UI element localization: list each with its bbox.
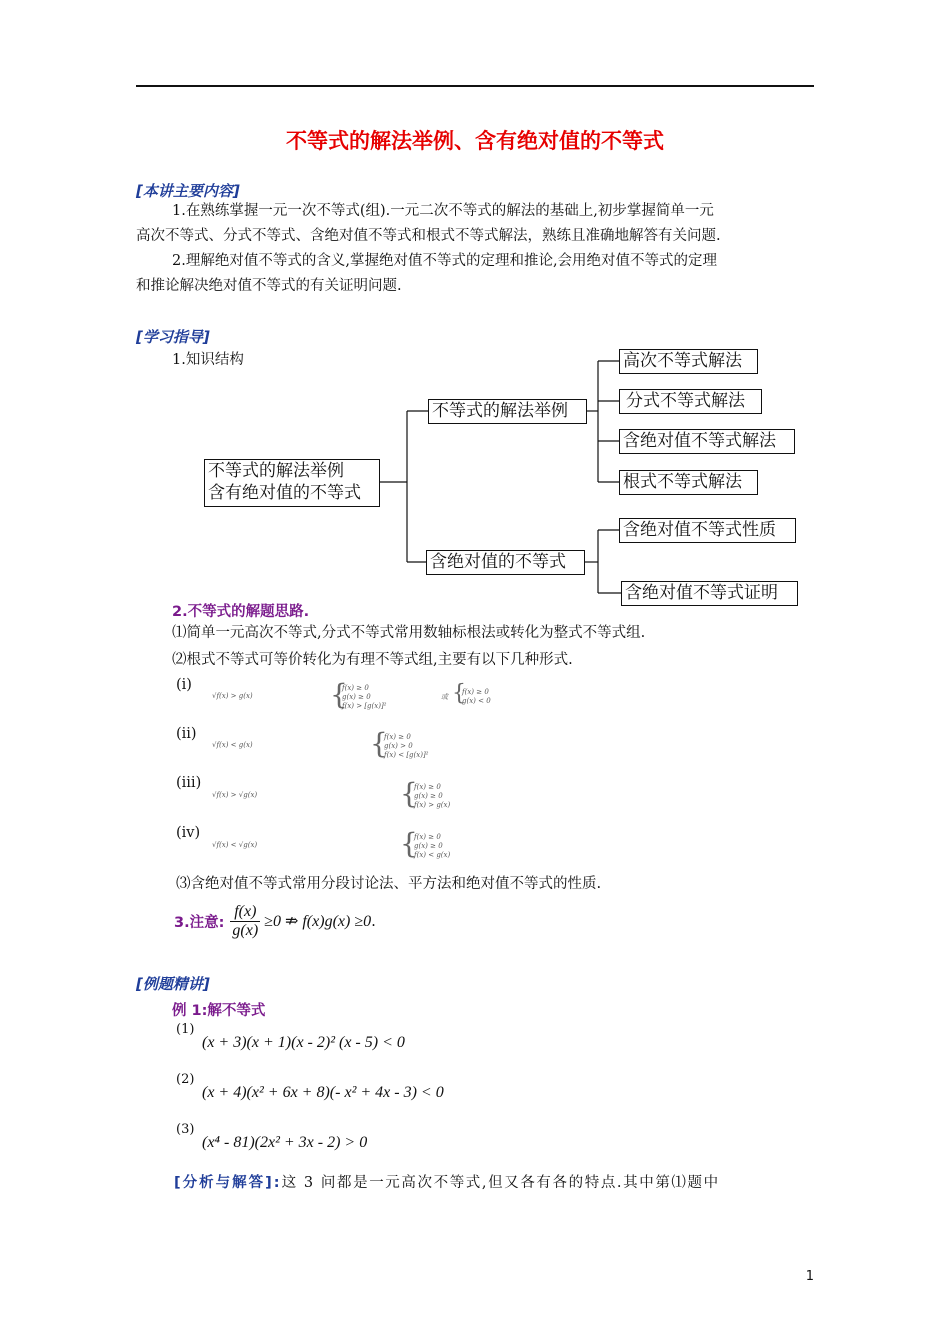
example-1-part-3-label: (3) bbox=[176, 1122, 195, 1137]
example-1-part-2-expr: (x + 4)(x² + 6x + 8)(- x² + 4x - 3) < 0 bbox=[202, 1084, 444, 1101]
tree-leaf-abs-properties: 含绝对值不等式性质 bbox=[619, 518, 796, 543]
form-1-brace: { bbox=[330, 678, 348, 711]
example-1-part-1-expr: (x + 3)(x + 1)(x - 2)² (x - 5) < 0 bbox=[202, 1034, 405, 1051]
section-guide-heading: [学习指导] bbox=[136, 328, 210, 346]
analysis-label: [分析与解答]: bbox=[174, 1175, 282, 1191]
tree-root-box bbox=[204, 459, 380, 507]
content-p1-line2: 高次不等式、分式不等式、含绝对值不等式和根式不等式解法，熟练且准确地解答有关问题. bbox=[136, 228, 721, 244]
tree-leaf-fractional: 分式不等式解法 bbox=[619, 389, 762, 414]
example-1-part-2-label: (2) bbox=[176, 1072, 195, 1087]
note-end: . bbox=[371, 912, 376, 930]
form-3-system bbox=[414, 783, 450, 810]
example-1-part-1-label: (1) bbox=[176, 1022, 195, 1037]
form-1-cond-2: g(x) ≥ 0 bbox=[342, 693, 371, 701]
section-content-heading: [本讲主要内容] bbox=[136, 182, 240, 200]
guide-2-point-3: ⑶含绝对值不等式常用分段讨论法、平方法和绝对值不等式的性质. bbox=[176, 876, 602, 892]
section-examples-heading: [例题精讲] bbox=[136, 975, 210, 993]
content-p2-line2: 和推论解决绝对值不等式的有关证明问题. bbox=[136, 278, 402, 294]
form-4-cond-2: g(x) ≥ 0 bbox=[414, 842, 443, 850]
form-1-cond-3: f(x) > [g(x)]² bbox=[342, 702, 387, 710]
tree-root-line1: 不等式的解法举例 bbox=[208, 461, 344, 481]
tree-leaf-radical: 根式不等式解法 bbox=[619, 470, 758, 495]
tree-leaf-abs-proof: 含绝对值不等式证明 bbox=[621, 581, 798, 606]
form-1-system bbox=[342, 684, 386, 711]
content-p2-line1: 2.理解绝对值不等式的含义,掌握绝对值不等式的定理和推论,会用绝对值不等式的定理 bbox=[172, 253, 718, 269]
tree-branch-solving: 不等式的解法举例 bbox=[428, 399, 587, 424]
form-3-brace: { bbox=[400, 777, 418, 810]
form-2-lhs: √f(x) < g(x) bbox=[212, 741, 253, 749]
tree-branch-absolute: 含绝对值的不等式 bbox=[426, 550, 585, 575]
form-2-system bbox=[384, 733, 428, 760]
tree-connectors bbox=[0, 0, 950, 620]
form-4-cond-3: f(x) < g(x) bbox=[414, 851, 451, 859]
note-fraction-numerator: f(x) bbox=[230, 903, 260, 922]
form-1-cond-1: f(x) ≥ 0 bbox=[342, 684, 369, 692]
form-1-alt-cond-1: f(x) ≥ 0 bbox=[462, 688, 489, 696]
form-1-or: 或 bbox=[441, 693, 448, 701]
form-1-alt-brace: { bbox=[452, 681, 466, 706]
form-4-lhs: √f(x) < √g(x) bbox=[212, 841, 258, 849]
content-p1-line1: 1.在熟练掌握一元一次不等式(组).一元二次不等式的解法的基础上,初步掌握简单一元 bbox=[172, 203, 714, 219]
form-2-brace: { bbox=[370, 727, 388, 760]
page-number: 1 bbox=[805, 1269, 814, 1284]
form-2-label: (ⅱ) bbox=[176, 726, 197, 742]
note-rest: ≥0 ⇏ f(x)g(x) ≥0 bbox=[264, 913, 372, 930]
guide-2-point-1: ⑴简单一元高次不等式,分式不等式常用数轴标根法或转化为整式不等式组. bbox=[172, 625, 646, 641]
form-3-lhs: √f(x) > √g(x) bbox=[212, 791, 258, 799]
form-2-cond-3: f(x) < [g(x)]² bbox=[384, 751, 429, 759]
note-fraction bbox=[230, 903, 260, 940]
analysis-text: 这 3 问都是一元高次不等式,但又各有各的特点.其中第⑴题中 bbox=[281, 1175, 720, 1191]
tree-root-line2: 含有绝对值的不等式 bbox=[208, 483, 361, 503]
form-1-alt-cond-2: g(x) < 0 bbox=[462, 697, 491, 705]
example-1-title: 例 1:解不等式 bbox=[172, 1003, 266, 1019]
example-1-part-3-expr: (x⁴ - 81)(2x² + 3x - 2) > 0 bbox=[202, 1134, 368, 1151]
guide-item-1: 1.知识结构 bbox=[172, 352, 244, 368]
tree-leaf-higher-degree: 高次不等式解法 bbox=[619, 349, 758, 374]
form-3-cond-3: f(x) > g(x) bbox=[414, 801, 451, 809]
form-1-label: (ⅰ) bbox=[176, 677, 192, 693]
note-line bbox=[174, 896, 376, 946]
note-label: 3.注意: bbox=[174, 914, 225, 931]
guide-item-2: 2.不等式的解题思路. bbox=[172, 604, 310, 620]
page-title: 不等式的解法举例、含有绝对值的不等式 bbox=[286, 129, 664, 153]
form-2-cond-1: f(x) ≥ 0 bbox=[384, 733, 411, 741]
form-1-alt-system bbox=[462, 688, 491, 706]
form-3-cond-1: f(x) ≥ 0 bbox=[414, 783, 441, 791]
form-4-brace: { bbox=[400, 827, 418, 860]
form-3-label: (ⅲ) bbox=[176, 775, 202, 791]
form-4-label: (ⅳ) bbox=[176, 825, 201, 841]
form-2-cond-2: g(x) > 0 bbox=[384, 742, 413, 750]
note-fraction-denominator: g(x) bbox=[232, 921, 259, 939]
form-1-lhs: √f(x) > g(x) bbox=[212, 692, 253, 700]
analysis-line bbox=[174, 1171, 720, 1192]
form-3-cond-2: g(x) ≥ 0 bbox=[414, 792, 443, 800]
form-4-cond-1: f(x) ≥ 0 bbox=[414, 833, 441, 841]
form-4-system bbox=[414, 833, 450, 860]
guide-2-point-2: ⑵根式不等式可等价转化为有理不等式组,主要有以下几种形式. bbox=[172, 652, 573, 668]
tree-leaf-abs-solving: 含绝对值不等式解法 bbox=[619, 429, 795, 454]
